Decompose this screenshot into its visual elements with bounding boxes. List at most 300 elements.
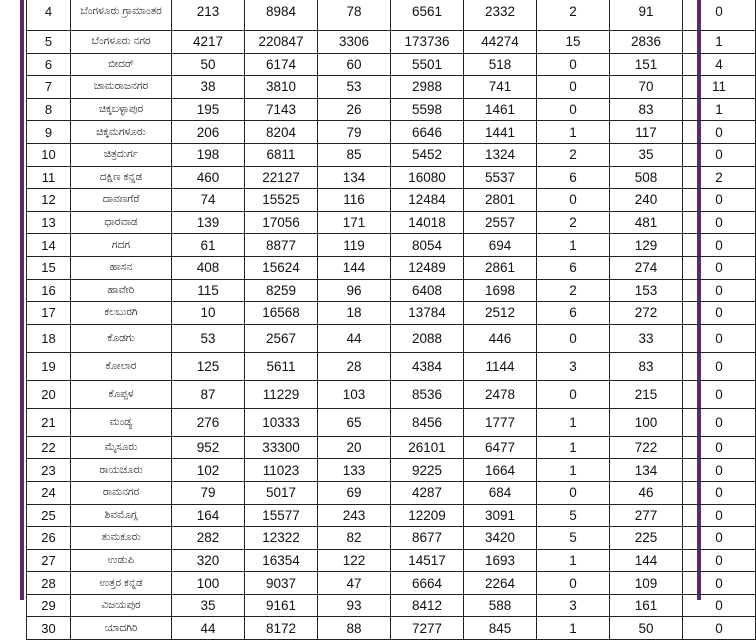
page-border-left xyxy=(20,0,24,600)
value-cell-5: 2478 xyxy=(464,380,537,408)
value-cell-4: 12484 xyxy=(391,189,464,212)
value-cell-7: 277 xyxy=(610,504,683,527)
table-row xyxy=(27,617,756,640)
value-cell-1: 61 xyxy=(172,234,245,257)
value-cell-3: 78 xyxy=(318,0,391,31)
value-cell-6: 3 xyxy=(537,352,610,380)
value-cell-2: 17056 xyxy=(245,211,318,234)
value-cell-5: 2512 xyxy=(464,302,537,325)
value-cell-5: 1664 xyxy=(464,459,537,482)
value-cell-1: 10 xyxy=(172,302,245,325)
value-cell-3: 243 xyxy=(318,504,391,527)
value-cell-5: 3420 xyxy=(464,527,537,550)
value-cell-1: 213 xyxy=(172,0,245,31)
district-name-cell: ಉಡುಪಿ xyxy=(71,549,172,572)
table-row xyxy=(27,549,756,572)
value-cell-2: 6174 xyxy=(245,53,318,76)
value-cell-1: 87 xyxy=(172,380,245,408)
value-cell-1: 125 xyxy=(172,352,245,380)
value-cell-7: 70 xyxy=(610,76,683,99)
table-row xyxy=(27,76,756,99)
value-cell-6: 6 xyxy=(537,166,610,189)
serial-number-cell: 9 xyxy=(27,121,71,144)
serial-number-cell: 24 xyxy=(27,481,71,504)
value-cell-7: 151 xyxy=(610,53,683,76)
value-cell-1: 952 xyxy=(172,436,245,459)
value-cell-4: 6646 xyxy=(391,121,464,144)
value-cell-4: 7277 xyxy=(391,617,464,640)
value-cell-1: 50 xyxy=(172,53,245,76)
value-cell-7: 91 xyxy=(610,0,683,31)
value-cell-6: 5 xyxy=(537,527,610,550)
value-cell-7: 134 xyxy=(610,459,683,482)
value-cell-5: 741 xyxy=(464,76,537,99)
value-cell-1: 282 xyxy=(172,527,245,550)
district-name-cell: ಚಾಮರಾಜನಗರ xyxy=(71,76,172,99)
value-cell-6: 1 xyxy=(537,121,610,144)
value-cell-2: 8204 xyxy=(245,121,318,144)
value-cell-1: 38 xyxy=(172,76,245,99)
value-cell-3: 65 xyxy=(318,408,391,436)
value-cell-2: 15624 xyxy=(245,256,318,279)
serial-number-cell: 30 xyxy=(27,617,71,640)
value-cell-8: 0 xyxy=(683,234,756,257)
value-cell-8: 0 xyxy=(683,549,756,572)
value-cell-7: 109 xyxy=(610,572,683,595)
value-cell-7: 225 xyxy=(610,527,683,550)
value-cell-1: 276 xyxy=(172,408,245,436)
table-row xyxy=(27,279,756,302)
table-body xyxy=(27,0,756,640)
table-row xyxy=(27,53,756,76)
serial-number-cell: 5 xyxy=(27,31,71,54)
district-name-cell: ವಿಜಯಪುರ xyxy=(71,594,172,617)
serial-number-cell: 27 xyxy=(27,549,71,572)
table-row xyxy=(27,256,756,279)
value-cell-7: 83 xyxy=(610,98,683,121)
value-cell-4: 8677 xyxy=(391,527,464,550)
value-cell-7: 722 xyxy=(610,436,683,459)
value-cell-1: 195 xyxy=(172,98,245,121)
value-cell-1: 164 xyxy=(172,504,245,527)
serial-number-cell: 18 xyxy=(27,324,71,352)
value-cell-2: 16568 xyxy=(245,302,318,325)
serial-number-cell: 10 xyxy=(27,143,71,166)
value-cell-1: 100 xyxy=(172,572,245,595)
value-cell-5: 1324 xyxy=(464,143,537,166)
value-cell-6: 1 xyxy=(537,617,610,640)
value-cell-1: 115 xyxy=(172,279,245,302)
value-cell-4: 5452 xyxy=(391,143,464,166)
value-cell-8: 0 xyxy=(683,504,756,527)
value-cell-2: 5017 xyxy=(245,481,318,504)
value-cell-2: 8259 xyxy=(245,279,318,302)
value-cell-6: 2 xyxy=(537,279,610,302)
value-cell-2: 8172 xyxy=(245,617,318,640)
value-cell-8: 0 xyxy=(683,0,756,31)
value-cell-6: 1 xyxy=(537,459,610,482)
value-cell-2: 220847 xyxy=(245,31,318,54)
value-cell-2: 3810 xyxy=(245,76,318,99)
table-row xyxy=(27,594,756,617)
value-cell-3: 85 xyxy=(318,143,391,166)
serial-number-cell: 15 xyxy=(27,256,71,279)
value-cell-5: 684 xyxy=(464,481,537,504)
value-cell-3: 18 xyxy=(318,302,391,325)
value-cell-2: 22127 xyxy=(245,166,318,189)
table-row xyxy=(27,481,756,504)
value-cell-1: 320 xyxy=(172,549,245,572)
value-cell-8: 0 xyxy=(683,189,756,212)
value-cell-2: 16354 xyxy=(245,549,318,572)
serial-number-cell: 6 xyxy=(27,53,71,76)
value-cell-1: 53 xyxy=(172,324,245,352)
table-row xyxy=(27,352,756,380)
value-cell-5: 694 xyxy=(464,234,537,257)
value-cell-3: 53 xyxy=(318,76,391,99)
serial-number-cell: 13 xyxy=(27,211,71,234)
value-cell-5: 5537 xyxy=(464,166,537,189)
value-cell-4: 4384 xyxy=(391,352,464,380)
value-cell-3: 119 xyxy=(318,234,391,257)
value-cell-3: 88 xyxy=(318,617,391,640)
value-cell-7: 2836 xyxy=(610,31,683,54)
value-cell-4: 8536 xyxy=(391,380,464,408)
value-cell-4: 2088 xyxy=(391,324,464,352)
value-cell-2: 6811 xyxy=(245,143,318,166)
value-cell-6: 1 xyxy=(537,234,610,257)
serial-number-cell: 12 xyxy=(27,189,71,212)
table-row xyxy=(27,324,756,352)
district-name-cell: ಮಂಡ್ಯ xyxy=(71,408,172,436)
value-cell-8: 0 xyxy=(683,121,756,144)
value-cell-7: 35 xyxy=(610,143,683,166)
value-cell-4: 173736 xyxy=(391,31,464,54)
serial-number-cell: 17 xyxy=(27,302,71,325)
value-cell-6: 6 xyxy=(537,302,610,325)
district-name-cell: ಬೆಂಗಳೂರು ನಗರ xyxy=(71,31,172,54)
value-cell-5: 588 xyxy=(464,594,537,617)
district-name-cell: ಶಿವಮೊಗ್ಗ xyxy=(71,504,172,527)
value-cell-6: 0 xyxy=(537,98,610,121)
table-row xyxy=(27,189,756,212)
value-cell-1: 198 xyxy=(172,143,245,166)
district-name-cell: ಗದಗ xyxy=(71,234,172,257)
value-cell-2: 11023 xyxy=(245,459,318,482)
value-cell-5: 845 xyxy=(464,617,537,640)
value-cell-8: 0 xyxy=(683,324,756,352)
table-row xyxy=(27,211,756,234)
table-row xyxy=(27,98,756,121)
table-row xyxy=(27,31,756,54)
district-name-cell: ಹಾವೇರಿ xyxy=(71,279,172,302)
value-cell-2: 8984 xyxy=(245,0,318,31)
value-cell-5: 2557 xyxy=(464,211,537,234)
serial-number-cell: 16 xyxy=(27,279,71,302)
value-cell-8: 0 xyxy=(683,572,756,595)
table-row xyxy=(27,234,756,257)
value-cell-8: 1 xyxy=(683,98,756,121)
serial-number-cell: 26 xyxy=(27,527,71,550)
value-cell-3: 171 xyxy=(318,211,391,234)
district-name-cell: ತುಮಕೂರು xyxy=(71,527,172,550)
value-cell-6: 1 xyxy=(537,549,610,572)
district-name-cell: ಕೊಡಗು xyxy=(71,324,172,352)
value-cell-5: 446 xyxy=(464,324,537,352)
district-name-cell: ಉತ್ತರ ಕನ್ನಡ xyxy=(71,572,172,595)
value-cell-7: 33 xyxy=(610,324,683,352)
value-cell-3: 20 xyxy=(318,436,391,459)
value-cell-5: 2861 xyxy=(464,256,537,279)
value-cell-5: 1698 xyxy=(464,279,537,302)
district-name-cell: ದಕ್ಷಿಣ ಕನ್ನಡ xyxy=(71,166,172,189)
value-cell-5: 1441 xyxy=(464,121,537,144)
value-cell-4: 16080 xyxy=(391,166,464,189)
value-cell-5: 518 xyxy=(464,53,537,76)
value-cell-8: 0 xyxy=(683,352,756,380)
district-name-cell: ಯಾದಗಿರಿ xyxy=(71,617,172,640)
table-row xyxy=(27,459,756,482)
value-cell-2: 11229 xyxy=(245,380,318,408)
serial-number-cell: 22 xyxy=(27,436,71,459)
value-cell-3: 3306 xyxy=(318,31,391,54)
value-cell-3: 96 xyxy=(318,279,391,302)
value-cell-3: 116 xyxy=(318,189,391,212)
value-cell-1: 44 xyxy=(172,617,245,640)
value-cell-3: 144 xyxy=(318,256,391,279)
value-cell-5: 1693 xyxy=(464,549,537,572)
value-cell-7: 46 xyxy=(610,481,683,504)
value-cell-7: 153 xyxy=(610,279,683,302)
district-name-cell: ರಾಮನಗರ xyxy=(71,481,172,504)
value-cell-1: 206 xyxy=(172,121,245,144)
value-cell-5: 3091 xyxy=(464,504,537,527)
district-name-cell: ಕೊಪ್ಪಳ xyxy=(71,380,172,408)
serial-number-cell: 20 xyxy=(27,380,71,408)
value-cell-8: 1 xyxy=(683,31,756,54)
serial-number-cell: 28 xyxy=(27,572,71,595)
value-cell-2: 15525 xyxy=(245,189,318,212)
value-cell-3: 79 xyxy=(318,121,391,144)
table-row xyxy=(27,0,756,31)
value-cell-4: 5598 xyxy=(391,98,464,121)
value-cell-1: 460 xyxy=(172,166,245,189)
value-cell-6: 0 xyxy=(537,572,610,595)
value-cell-4: 9225 xyxy=(391,459,464,482)
district-name-cell: ದಾವಣಗೆರೆ xyxy=(71,189,172,212)
value-cell-6: 1 xyxy=(537,408,610,436)
value-cell-4: 13784 xyxy=(391,302,464,325)
value-cell-2: 10333 xyxy=(245,408,318,436)
value-cell-4: 14517 xyxy=(391,549,464,572)
value-cell-8: 0 xyxy=(683,527,756,550)
district-name-cell: ಚಿಕ್ಕಬಳ್ಳಾಪುರ xyxy=(71,98,172,121)
value-cell-7: 161 xyxy=(610,594,683,617)
value-cell-7: 215 xyxy=(610,380,683,408)
table-row xyxy=(27,143,756,166)
value-cell-5: 2801 xyxy=(464,189,537,212)
district-name-cell: ಬೆಂಗಳೂರು ಗ್ರಾಮಾಂತರ xyxy=(71,0,172,31)
serial-number-cell: 4 xyxy=(27,0,71,31)
serial-number-cell: 7 xyxy=(27,76,71,99)
serial-number-cell: 25 xyxy=(27,504,71,527)
value-cell-3: 28 xyxy=(318,352,391,380)
value-cell-7: 272 xyxy=(610,302,683,325)
district-name-cell: ಕೋಲಾರ xyxy=(71,352,172,380)
value-cell-3: 60 xyxy=(318,53,391,76)
serial-number-cell: 11 xyxy=(27,166,71,189)
value-cell-7: 274 xyxy=(610,256,683,279)
value-cell-8: 4 xyxy=(683,53,756,76)
value-cell-3: 93 xyxy=(318,594,391,617)
value-cell-4: 2988 xyxy=(391,76,464,99)
value-cell-8: 0 xyxy=(683,481,756,504)
value-cell-6: 0 xyxy=(537,324,610,352)
value-cell-6: 0 xyxy=(537,53,610,76)
value-cell-8: 0 xyxy=(683,408,756,436)
value-cell-8: 0 xyxy=(683,279,756,302)
value-cell-2: 2567 xyxy=(245,324,318,352)
value-cell-1: 35 xyxy=(172,594,245,617)
serial-number-cell: 14 xyxy=(27,234,71,257)
value-cell-4: 12489 xyxy=(391,256,464,279)
value-cell-3: 47 xyxy=(318,572,391,595)
value-cell-3: 133 xyxy=(318,459,391,482)
table-row xyxy=(27,408,756,436)
district-name-cell: ಚಿತ್ರದುರ್ಗ xyxy=(71,143,172,166)
value-cell-1: 408 xyxy=(172,256,245,279)
value-cell-5: 2264 xyxy=(464,572,537,595)
value-cell-8: 0 xyxy=(683,302,756,325)
value-cell-4: 6561 xyxy=(391,0,464,31)
district-statistics-table xyxy=(26,0,756,640)
value-cell-7: 144 xyxy=(610,549,683,572)
value-cell-5: 1777 xyxy=(464,408,537,436)
value-cell-2: 12322 xyxy=(245,527,318,550)
value-cell-1: 74 xyxy=(172,189,245,212)
table-row xyxy=(27,436,756,459)
value-cell-3: 69 xyxy=(318,481,391,504)
table-row xyxy=(27,527,756,550)
value-cell-5: 6477 xyxy=(464,436,537,459)
district-name-cell: ಕಲಬುರಗಿ xyxy=(71,302,172,325)
value-cell-8: 0 xyxy=(683,211,756,234)
value-cell-8: 0 xyxy=(683,459,756,482)
value-cell-4: 14018 xyxy=(391,211,464,234)
serial-number-cell: 23 xyxy=(27,459,71,482)
table-row xyxy=(27,302,756,325)
serial-number-cell: 21 xyxy=(27,408,71,436)
value-cell-3: 82 xyxy=(318,527,391,550)
district-name-cell: ಮೈಸೂರು xyxy=(71,436,172,459)
table-row xyxy=(27,504,756,527)
table-row xyxy=(27,572,756,595)
value-cell-6: 0 xyxy=(537,189,610,212)
value-cell-2: 33300 xyxy=(245,436,318,459)
value-cell-1: 102 xyxy=(172,459,245,482)
value-cell-7: 129 xyxy=(610,234,683,257)
table-row xyxy=(27,121,756,144)
value-cell-1: 139 xyxy=(172,211,245,234)
value-cell-6: 0 xyxy=(537,76,610,99)
value-cell-6: 0 xyxy=(537,481,610,504)
value-cell-5: 1461 xyxy=(464,98,537,121)
value-cell-3: 103 xyxy=(318,380,391,408)
value-cell-2: 8877 xyxy=(245,234,318,257)
table-row xyxy=(27,166,756,189)
value-cell-6: 0 xyxy=(537,380,610,408)
district-name-cell: ರಾಯಚೂರು xyxy=(71,459,172,482)
value-cell-4: 26101 xyxy=(391,436,464,459)
value-cell-8: 0 xyxy=(683,594,756,617)
value-cell-2: 7143 xyxy=(245,98,318,121)
value-cell-8: 0 xyxy=(683,380,756,408)
value-cell-2: 9037 xyxy=(245,572,318,595)
serial-number-cell: 19 xyxy=(27,352,71,380)
value-cell-7: 508 xyxy=(610,166,683,189)
value-cell-3: 134 xyxy=(318,166,391,189)
table-row xyxy=(27,380,756,408)
value-cell-4: 6408 xyxy=(391,279,464,302)
value-cell-4: 6664 xyxy=(391,572,464,595)
serial-number-cell: 29 xyxy=(27,594,71,617)
value-cell-1: 79 xyxy=(172,481,245,504)
district-name-cell: ಬೀದರ್ xyxy=(71,53,172,76)
value-cell-7: 50 xyxy=(610,617,683,640)
value-cell-3: 44 xyxy=(318,324,391,352)
value-cell-7: 100 xyxy=(610,408,683,436)
value-cell-5: 1144 xyxy=(464,352,537,380)
value-cell-1: 4217 xyxy=(172,31,245,54)
value-cell-4: 8054 xyxy=(391,234,464,257)
value-cell-4: 8412 xyxy=(391,594,464,617)
value-cell-5: 44274 xyxy=(464,31,537,54)
value-cell-6: 2 xyxy=(537,143,610,166)
value-cell-4: 8456 xyxy=(391,408,464,436)
value-cell-6: 3 xyxy=(537,594,610,617)
value-cell-6: 5 xyxy=(537,504,610,527)
value-cell-7: 83 xyxy=(610,352,683,380)
value-cell-4: 5501 xyxy=(391,53,464,76)
value-cell-6: 2 xyxy=(537,211,610,234)
value-cell-3: 26 xyxy=(318,98,391,121)
district-name-cell: ಹಾಸನ xyxy=(71,256,172,279)
value-cell-8: 0 xyxy=(683,617,756,640)
value-cell-8: 2 xyxy=(683,166,756,189)
district-name-cell: ಚಿಕ್ಕಮಗಳೂರು xyxy=(71,121,172,144)
value-cell-5: 2332 xyxy=(464,0,537,31)
value-cell-8: 11 xyxy=(683,76,756,99)
value-cell-6: 2 xyxy=(537,0,610,31)
value-cell-7: 240 xyxy=(610,189,683,212)
value-cell-3: 122 xyxy=(318,549,391,572)
value-cell-6: 15 xyxy=(537,31,610,54)
value-cell-2: 9161 xyxy=(245,594,318,617)
value-cell-8: 0 xyxy=(683,436,756,459)
value-cell-4: 12209 xyxy=(391,504,464,527)
value-cell-7: 117 xyxy=(610,121,683,144)
value-cell-2: 15577 xyxy=(245,504,318,527)
value-cell-6: 1 xyxy=(537,436,610,459)
value-cell-8: 0 xyxy=(683,256,756,279)
value-cell-4: 4287 xyxy=(391,481,464,504)
value-cell-2: 5611 xyxy=(245,352,318,380)
value-cell-7: 481 xyxy=(610,211,683,234)
district-name-cell: ಧಾರವಾಡ xyxy=(71,211,172,234)
value-cell-8: 0 xyxy=(683,143,756,166)
serial-number-cell: 8 xyxy=(27,98,71,121)
value-cell-6: 6 xyxy=(537,256,610,279)
